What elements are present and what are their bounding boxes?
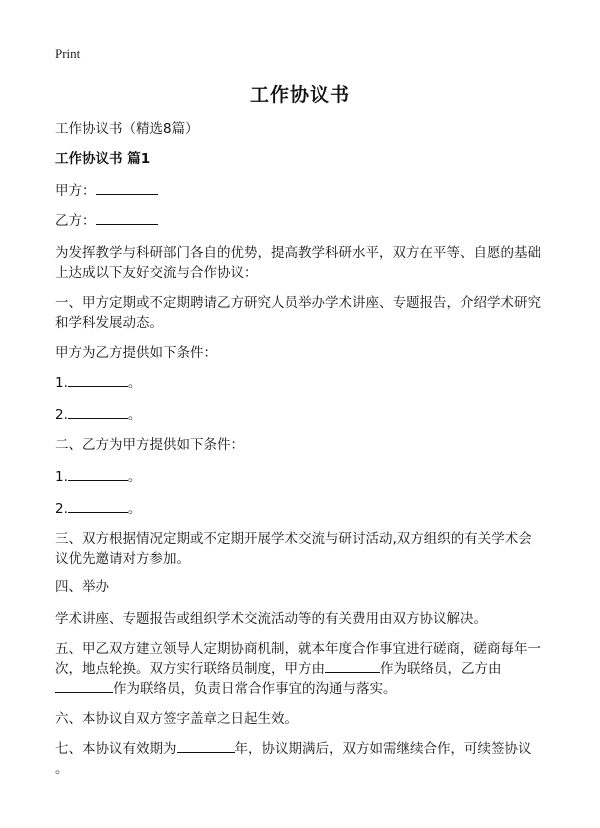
clause5-line-1: 五、甲乙双方建立领导人定期协商机制，就本年度合作事宜进行磋商，磋商每年一: [55, 641, 541, 657]
liaison-a-blank: [325, 660, 380, 673]
item-blank: [68, 374, 128, 387]
item-blank: [68, 468, 128, 481]
b-item-2: [55, 498, 141, 521]
party-b-blank: [96, 212, 158, 225]
party-a-label: 甲方：: [55, 183, 96, 199]
validity-years-blank: [177, 740, 235, 753]
item-number: 1.: [55, 469, 68, 485]
clause5-line-3: [55, 678, 397, 701]
clause7-line-1: [55, 738, 532, 761]
a-item-2: [55, 404, 141, 427]
item-number: 1.: [55, 375, 68, 391]
document-title: 工作协议书: [249, 84, 350, 106]
a-provides-heading: 甲方为乙方提供如下条件：: [55, 345, 217, 361]
intro-line-1: 为发挥教学与科研部门各自的优势，提高教学科研水平，双方在平等、自愿的基础: [55, 245, 541, 261]
a-item-1: [55, 372, 141, 395]
item-suffix: 。: [127, 469, 142, 485]
clause5-text-a: 次，地点轮换。双方实行联络员制度，甲方由: [55, 661, 325, 677]
item-suffix: 。: [127, 375, 142, 391]
clause6: 六、本协议自双方签字盖章之日起生效。: [55, 711, 298, 727]
item-number: 2.: [55, 501, 68, 517]
item-blank: [68, 500, 128, 513]
item-suffix: 。: [127, 501, 142, 517]
intro-line-2: 上达成以下友好交流与合作协议：: [55, 265, 258, 281]
print-label[interactable]: Print: [55, 46, 81, 61]
party-b-line: [55, 210, 158, 233]
party-b-label: 乙方：: [55, 213, 96, 229]
party-a-line: [55, 180, 158, 203]
liaison-b-blank: [55, 680, 113, 693]
clause3-line-1: 三、双方根据情况定期或不定期开展学术交流与研讨活动,双方组织的有关学术会: [55, 531, 532, 547]
section-heading: 工作协议书 篇1: [55, 151, 151, 167]
clause3-line-2: 议优先邀请对方参加。: [55, 551, 190, 567]
clause1-line-2: 和学科发展动态。: [55, 315, 163, 331]
item-blank: [68, 406, 128, 419]
party-a-blank: [96, 182, 158, 195]
clause4: 四、举办: [55, 579, 109, 595]
b-item-1: [55, 466, 141, 489]
clause7-text-a: 七、本协议有效期为: [55, 741, 177, 757]
document-subtitle: 工作协议书（精选8篇）: [55, 121, 199, 137]
clause1-line-1: 一、甲方定期或不定期聘请乙方研究人员举办学术讲座、专题报告，介绍学术研究: [55, 295, 541, 311]
item-number: 2.: [55, 407, 68, 423]
clause4-detail: 学术讲座、专题报告或组织学术交流活动等的有关费用由双方协议解决。: [55, 611, 487, 627]
item-suffix: 。: [127, 407, 142, 423]
clause5-text-b: 作为联络员，乙方由: [380, 661, 502, 677]
clause2: 二、乙方为甲方提供如下条件：: [55, 437, 244, 453]
clause5-text-c: 作为联络员，负责日常合作事宜的沟通与落实。: [113, 681, 397, 697]
clause7-line-2: 。: [55, 761, 69, 777]
clause7-text-b: 年，协议期满后，双方如需继续合作，可续签协议: [234, 741, 532, 757]
